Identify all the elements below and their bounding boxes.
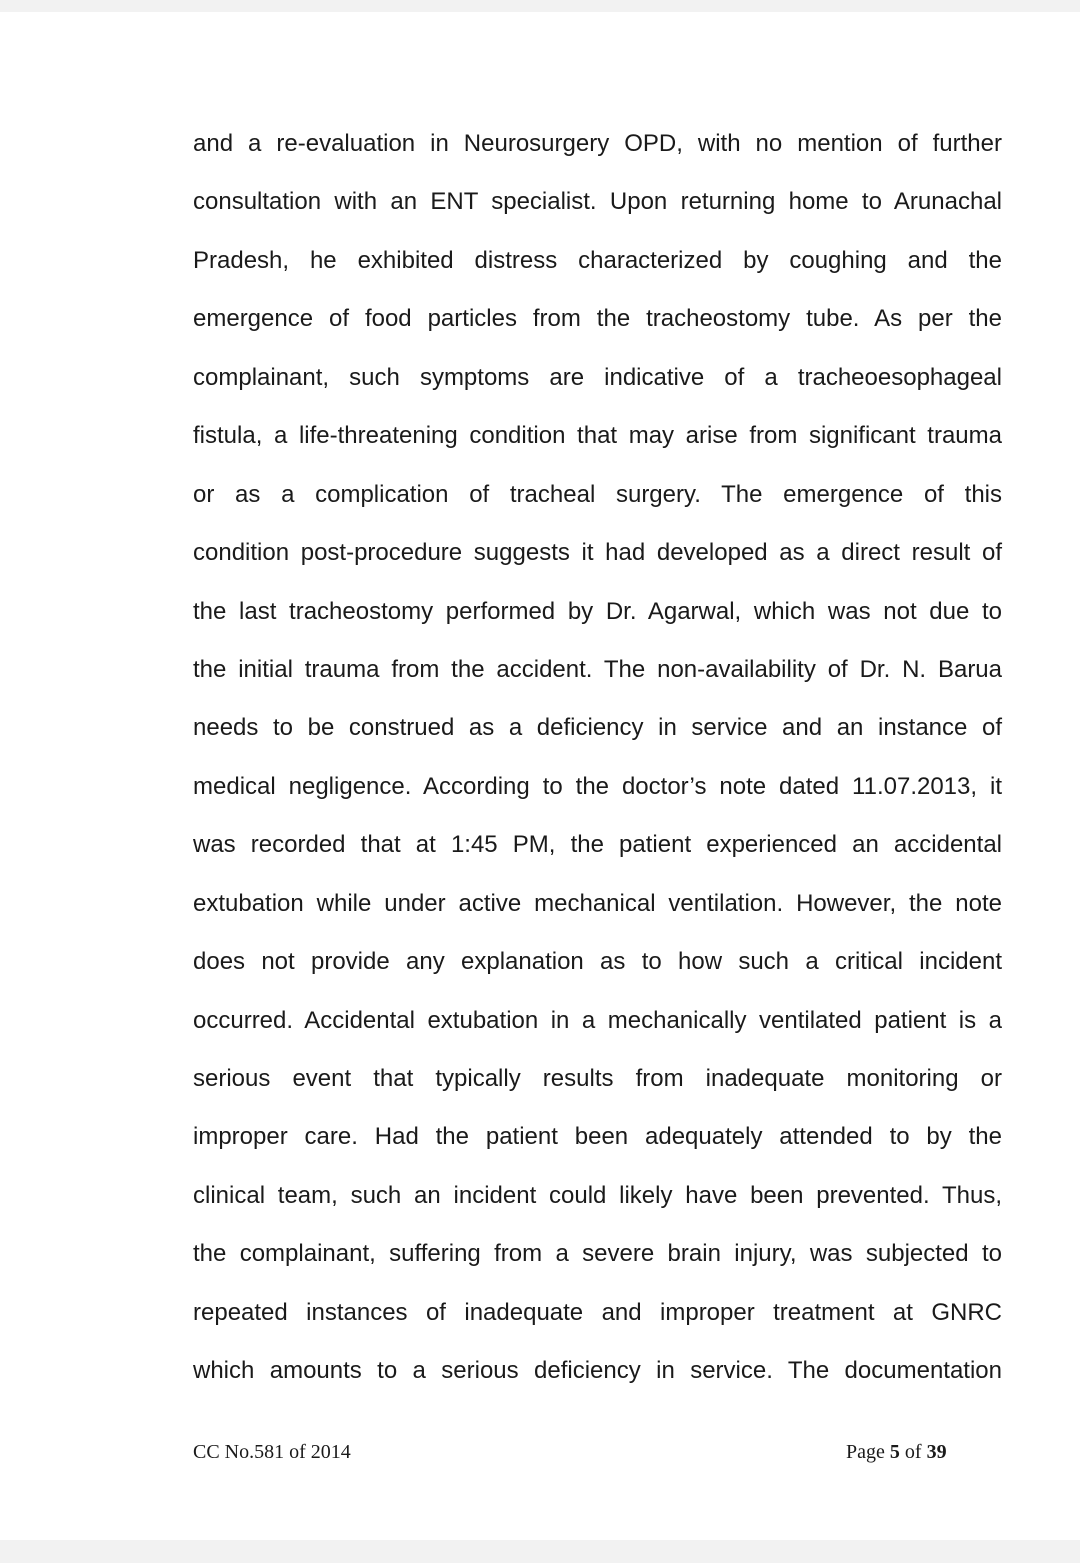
text-line: condition post-procedure suggests it had developed as a direct result of <box>193 539 1002 567</box>
text-line: clinical team, such an incident could likely have been prevented. Thus, <box>193 1181 1002 1209</box>
body-text <box>193 115 1002 1401</box>
text-line: medical negligence. According to the doctor’s note dated 11.07.2013, it <box>193 772 1002 800</box>
text-line: was recorded that at 1:45 PM, the patient experienced an accidental <box>193 831 1002 859</box>
page-total: 39 <box>926 1441 947 1463</box>
text-line: the initial trauma from the accident. The non-availability of Dr. N. Barua <box>193 655 1002 683</box>
page-current: 5 <box>889 1441 900 1463</box>
text-line: repeated instances of inadequate and improper treatment at GNRC <box>193 1298 1002 1326</box>
footer-page-number <box>846 1440 947 1464</box>
text-line: fistula, a life-threatening condition that may arise from significant trauma <box>193 422 1002 450</box>
text-line: emergence of food particles from the tracheostomy tube. As per the <box>193 305 1002 333</box>
text-line: the complainant, suffering from a severe brain injury, was subjected to <box>193 1240 1002 1268</box>
text-line: improper care. Had the patient been adequately attended to by the <box>193 1123 1002 1151</box>
footer-case-number: CC No.581 of 2014 <box>193 1441 351 1463</box>
text-line: or as a complication of tracheal surgery. The emergence of this <box>193 480 1002 508</box>
text-line: extubation while under active mechanical ventilation. However, the note <box>193 889 1002 917</box>
text-line: which amounts to a serious deficiency in service. The documentation <box>193 1357 1002 1385</box>
text-line: and a re-evaluation in Neurosurgery OPD, with no mention of further <box>193 130 1002 157</box>
text-line: does not provide any explanation as to how such a critical incident <box>193 948 1002 976</box>
page-of: of <box>899 1441 927 1463</box>
text-line: serious event that typically results from inadequate monitoring or <box>193 1065 1002 1092</box>
text-line: the last tracheostomy performed by Dr. Agarwal, which was not due to <box>193 597 1002 625</box>
text-line: occurred. Accidental extubation in a mechanically ventilated patient is a <box>193 1006 1002 1034</box>
text-line: complainant, such symptoms are indicative of a tracheoesophageal <box>193 363 1002 391</box>
text-line: consultation with an ENT specialist. Upon returning home to Arunachal <box>193 188 1002 216</box>
page-prefix: Page <box>846 1441 890 1463</box>
document-page <box>0 12 1080 1540</box>
text-line: Pradesh, he exhibited distress characterized by coughing and the <box>193 246 1002 274</box>
text-line: needs to be construed as a deficiency in service and an instance of <box>193 714 1002 742</box>
